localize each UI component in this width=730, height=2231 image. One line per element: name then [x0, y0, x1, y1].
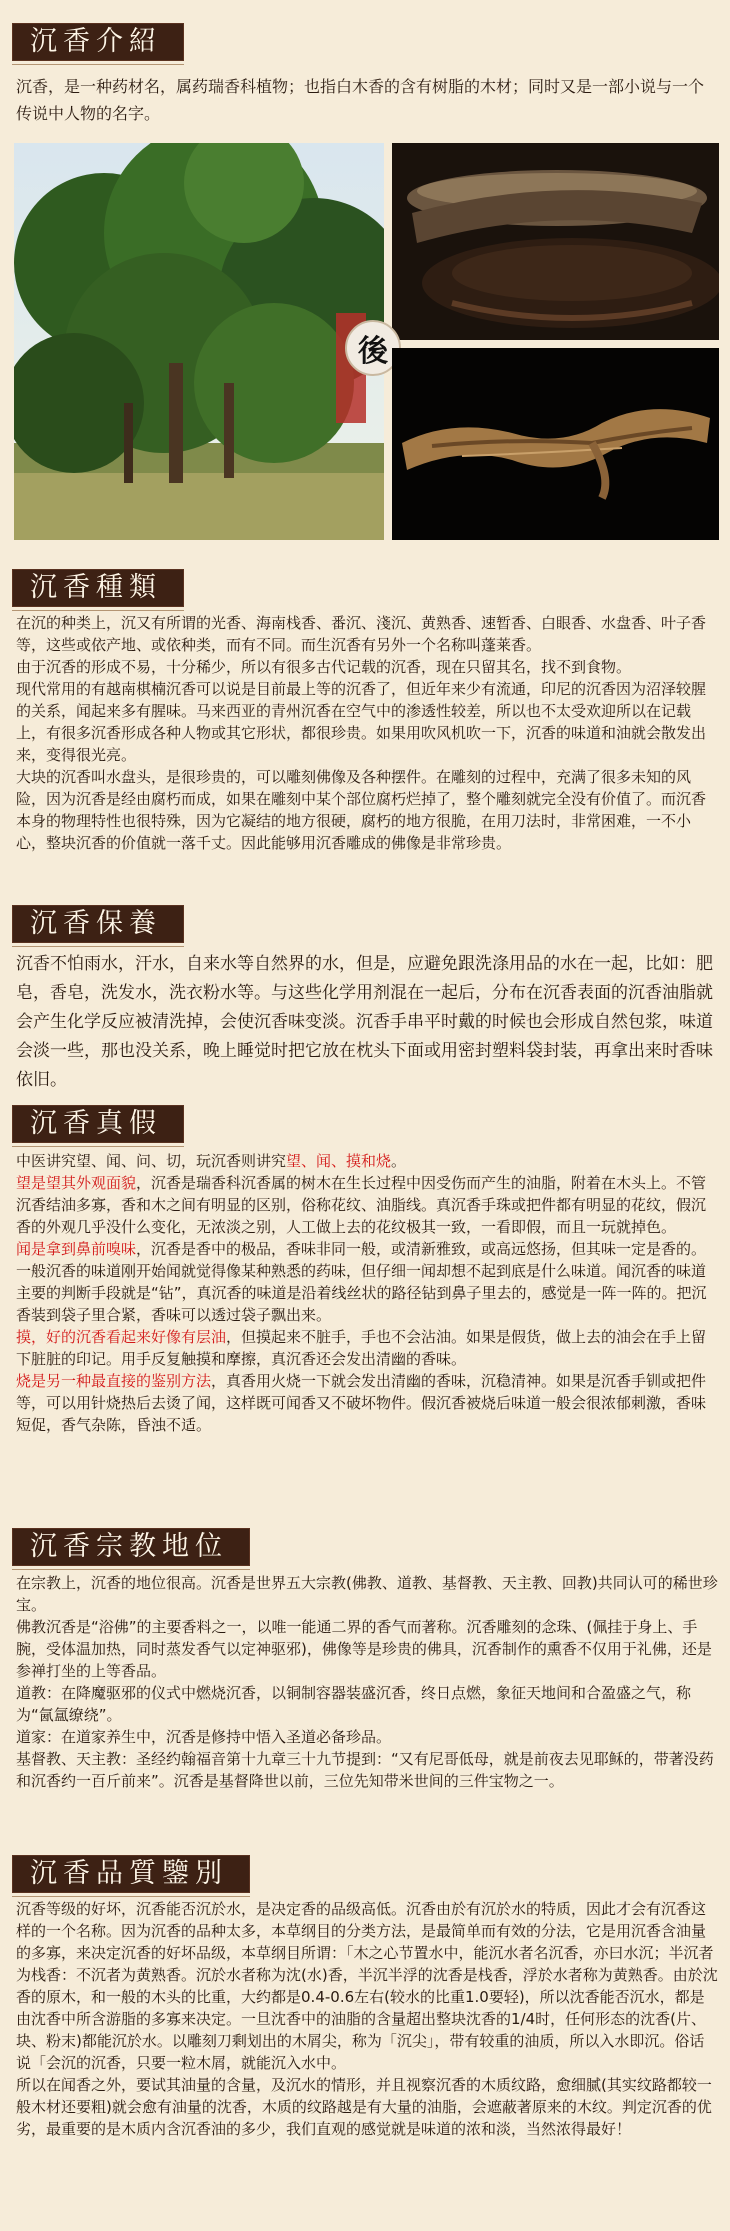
authentic-intro-highlight: 望、闻、摸和烧	[286, 1152, 392, 1170]
section-title-religion: 沉香宗教地位	[12, 1528, 250, 1566]
section-title-intro: 沉香介紹	[12, 23, 184, 61]
smell-highlight: 闻是拿到鼻前嗅味	[16, 1240, 137, 1258]
types-paragraph-4: 大块的沉香叫水盘头，是很珍贵的，可以雕刻佛像及各种摆件。在雕刻的过程中，充满了很多未知的风险，因为沉香是经由腐朽而成，如果在雕刻中某个部位腐朽烂掉了，整个雕刻就完全没有价值了。而沉香本身的物理特性也很特殊，因为它凝结的地方很硬，腐朽的地方很脆，在用刀法时，非常困难，一不小心，整块沉香的价值就一落千丈。因此能够用沉香雕成的佛像是非常珍贵。	[16, 768, 707, 852]
agarwood-carving-photo	[392, 143, 719, 340]
religion-paragraph-2: 佛教沉香是“浴佛”的主要香料之一，以唯一能通二界的香气而著称。沉香雕刻的念珠、(佩挂于身上、手腕，受体温加热，同时蒸发香气以定神驱邪)，佛像等是珍贵的佛具，沉香制作的熏香不仅用于礼佛，还是参禅打坐的上等香品。	[16, 1618, 712, 1680]
care-paragraph: 沉香不怕雨水，汗水，自来水等自然界的水，但是，应避免跟洗涤用品的水在一起，比如：肥皂，香皂，洗发水，洗衣粉水等。与这些化学用剂混在一起后，分布在沉香表面的沉香油脂就会产生化学反应被清洗掉，会使沉香味变淡。沉香手串平时戴的时候也会形成自然包浆，味道会淡一些，那也没关系，晚上睡觉时把它放在枕头下面或用密封塑料袋封装，再拿出来时香味依旧。	[16, 954, 713, 1090]
agarwood-tree-photo	[14, 143, 384, 540]
types-paragraph-3: 现代常用的有越南棋楠沉香可以说是目前最上等的沉香了，但近年来少有流通，印尼的沉香因为沼泽较腥的关系，闻起来多有腥味。马来西亚的青州沉香在空气中的渗透性较差，所以也不太受欢迎所以在记载上，有很多沉香形成各种人物或其它形状，都很珍贵。如果用吹风机吹一下，沉香的味道和油就会散发出来，变得很光亮。	[16, 680, 707, 764]
touch-text: ，但摸起来不脏手，手也不会沾油。如果是假货，做上去的油会在手上留下脏脏的印记。用手反复触摸和摩擦，真沉香还会发出清幽的香味。	[16, 1328, 707, 1368]
quality-paragraph-1: 沉香等级的好坏，沉香能否沉於水，是决定香的品级高低。沉香由於有沉於水的特质，因此才会有沉香这样的一个名称。因为沉香的品种太多，本草纲目的分类方法，是最简单而有效的分法，它是用沉香含油量的多寡，来决定沉香的好坏品级，本草纲目所谓：「木之心节置水中，能沉水者名沉香，亦曰水沉；半沉者为栈香：不沉者为黄熟香。沉於水者称为沈(水)香，半沉半浮的沈香是栈香，浮於水者称为黄熟香。由於沈香的原木，和一般的木头的比重，大约都是0.4-0.6左右(较水的比重1.0要轻)，所以沈香能否沉水，都是由沈香中所含游脂的多寡来决定。一旦沈香中的油脂的含量超出整块沈香的1/4时，任何形态的沈香(片、块、粉末)都能沉於水。以雕刻刀剩划出的木屑尖，称为「沉尖」，带有较重的油质，所以入水即沉。俗话说「会沉的沉香，只要一粒木屑，就能沉入水中。	[16, 1900, 718, 2072]
authentic-intro-text: 中医讲究望、闻、问、切，玩沉香则讲究	[16, 1152, 287, 1170]
religion-paragraph-1: 在宗教上，沉香的地位很高。沉香是世界五大宗教(佛教、道教、基督教、天主教、回教)共同认可的稀世珍宝。	[16, 1574, 718, 1614]
burn-text: ，真香用火烧一下就会发出清幽的香味，沉稳清神。如果是沉香手钏或把件等，可以用针烧热后去烫了闻，这样既可闻香又不破坏物件。假沉香被烧后味道一般会很浓郁刺激，香味短促，香气杂陈，昏浊不适。	[16, 1372, 707, 1434]
types-paragraph-2: 由于沉香的形成不易，十分稀少，所以有很多古代记载的沉香，现在只留其名，找不到食物。	[16, 658, 632, 676]
types-paragraph-1: 在沉的种类上，沉又有所谓的光香、海南栈香、番沉、淺沉、黄熟香、速暂香、白眼香、水盘香、叶子香等，这些或依产地、或依种类，而有不同。而生沉香有另外一个名称叫蓬莱香。	[16, 614, 707, 654]
section-title-care: 沉香保養	[12, 905, 184, 943]
quality-paragraph-2: 所以在闻香之外，要试其油量的含量，及沉水的情形，并且视察沉香的木质纹路，愈细腻(其实纹路都较一般木材还要粗)就会愈有油量的沈香，木质的纹路越是有大量的油脂，会遮蔽著原来的木纹。判定沉香的优劣，最重要的是木质内含沉香油的多少，我们直观的感觉就是味道的浓和淡，当然浓得最好！	[16, 2076, 712, 2138]
authentic-text	[16, 1150, 718, 1436]
section-title-quality: 沉香品質鑒別	[12, 1855, 250, 1893]
religion-paragraph-5: 基督教、天主教：圣经约翰福音第十九章三十九节提到：“又有尼哥低母，就是前夜去见耶稣的，带著没药和沉香约一百斤前来”。沉香是基督降世以前，三位先知带米世间的三件宝物之一。	[16, 1750, 714, 1790]
look-highlight: 望是望其外观面貌	[16, 1174, 137, 1192]
smell-text: ，沉香是香中的极品，香味非同一般，或清新雅致，或高远悠扬，但其味一定是香的。一般沉香的味道刚开始闻就觉得像某种熟悉的药味，但仔细一闻却想不起到底是什么味道。闻沉香的味道主要的判断手段就是“钻”，真沉香的味道是沿着线丝状的路径钻到鼻子里去的，感觉是一阵一阵的。把沉香装到袋子里合紧，香味可以透过袋子飘出来。	[16, 1240, 707, 1324]
religion-paragraph-4: 道家：在道家养生中，沉香是修持中悟入圣道必备珍品。	[16, 1728, 392, 1746]
quality-text	[16, 1898, 718, 2140]
religion-paragraph-3: 道教：在降魔驱邪的仪式中燃烧沉香，以铜制容器装盛沉香，终日点燃，象征天地间和合盈盛之气，称为“氤氲缭绕”。	[16, 1684, 692, 1724]
burn-highlight: 烧是另一种最直接的鉴别方法	[16, 1372, 212, 1390]
authentic-intro	[16, 1150, 718, 1172]
section-title-authentic: 沉香真假	[12, 1105, 184, 1143]
seal-stamp-text: 後	[358, 334, 388, 369]
authentic-smell	[16, 1238, 718, 1326]
agarwood-branch-photo	[392, 348, 719, 540]
authentic-look	[16, 1172, 718, 1238]
look-text: ，沉香是瑞香科沉香属的树木在生长过程中因受伤而产生的油脂，附着在木头上。不管沉香结油多寡，香和木之间有明显的区别，俗称花纹、油脂线。真沉香手珠或把件都有明显的花纹，假沉香的外观几乎没什么变化，无浓淡之别，人工做上去的花纹极其一致，一看即假，而且一玩就掉色。	[16, 1174, 707, 1236]
touch-highlight: 摸，好的沉香看起来好像有层油	[16, 1328, 227, 1346]
section-title-types: 沉香種類	[12, 569, 184, 607]
intro-paragraph: 沉香，是一种药材名，属药瑞香科植物；也指白木香的含有树脂的木材；同时又是一部小说与一个传说中人物的名字。	[16, 77, 705, 123]
types-text	[16, 612, 718, 854]
authentic-intro-end: 。	[391, 1152, 407, 1170]
religion-text	[16, 1572, 718, 1792]
authentic-touch	[16, 1326, 718, 1370]
authentic-burn	[16, 1370, 718, 1436]
